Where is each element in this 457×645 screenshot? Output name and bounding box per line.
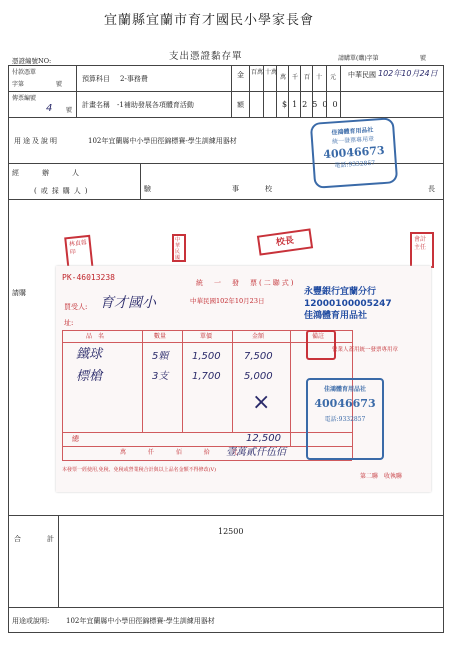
seller-account: 12000100005247 bbox=[304, 299, 392, 309]
invoice-bottom-note: 本發票一經使用,免稅、免稅或營業稅合計與以上品名金額不得修改(V) bbox=[62, 467, 217, 473]
transfer-voucher-label: 傳票編號 bbox=[12, 95, 37, 102]
digit-header: 元 bbox=[330, 74, 337, 81]
item-price: 1,700 bbox=[192, 371, 221, 382]
amount-label-top: 金 bbox=[237, 71, 244, 79]
verify-label: 驗 bbox=[144, 185, 151, 193]
invoice-words-row: 萬 仟 佰 拾 元 bbox=[120, 449, 248, 456]
invoice-words-hand: 壹萬貳仟伍佰 bbox=[226, 447, 286, 458]
budget-value: 2-事務費 bbox=[120, 75, 148, 83]
request-suffix: 號 bbox=[420, 55, 427, 62]
page-title: 宜蘭縣宜蘭市育才國民小學家長會 bbox=[104, 13, 315, 28]
plan-label: 計畫名稱 bbox=[82, 101, 110, 109]
copy-note: 第二聯 收執聯 bbox=[360, 473, 403, 480]
attached-invoice bbox=[56, 266, 431, 492]
red-seal-stamp: 林貞蓉印 bbox=[64, 235, 94, 274]
red-invoice-seal bbox=[306, 330, 336, 360]
buyer-label: (或採購人) bbox=[34, 187, 92, 195]
red-seal-stamp: 會計主任 bbox=[410, 232, 434, 268]
digit-header: 萬 bbox=[280, 74, 287, 81]
payment-no-suffix: 號 bbox=[56, 81, 63, 88]
plan-value: -1補助發展各項體育活動 bbox=[117, 101, 194, 109]
transfer-voucher-value: 4 bbox=[46, 103, 53, 114]
footer-usage-label: 用途或說明: bbox=[12, 617, 50, 625]
digit-header: 百 bbox=[304, 74, 311, 81]
col-header-amount: 金額 bbox=[252, 333, 265, 340]
col-header-name: 品名 bbox=[86, 333, 111, 340]
payment-no-label: 字第 bbox=[12, 81, 25, 88]
blue-company-stamp: 佳鴻體育用品社 統一發票專用章 40046673 電話:9332857 bbox=[310, 117, 398, 189]
digit-header: 千 bbox=[292, 74, 299, 81]
school-label: 事 校 bbox=[232, 185, 276, 193]
date-value: 102年10月24日 bbox=[378, 69, 438, 78]
transfer-voucher-suffix: 號 bbox=[66, 107, 73, 114]
red-name-stamp: 校長 bbox=[257, 228, 313, 255]
col-header-qty: 數量 bbox=[154, 333, 167, 340]
date-prefix: 中華民國 bbox=[348, 71, 376, 79]
item-qty: 5顆 bbox=[152, 351, 169, 362]
item-amount: 7,500 bbox=[244, 351, 273, 362]
digit-header: 百萬 bbox=[251, 69, 264, 76]
handler-label: 經 辦 人 bbox=[12, 169, 87, 177]
void-cross-mark: × bbox=[252, 390, 271, 415]
voucher-no-label: 憑證編號NO: bbox=[12, 57, 52, 65]
item-name: 鐵球 bbox=[76, 347, 103, 362]
request-side-label: 請購 bbox=[12, 289, 26, 297]
item-qty: 3支 bbox=[152, 371, 169, 382]
item-name: 標槍 bbox=[76, 369, 103, 384]
invoice-address-label: 址: bbox=[64, 319, 74, 327]
digit-header: 十萬 bbox=[265, 69, 278, 76]
invoice-serial: PK-46013238 bbox=[62, 273, 115, 282]
request-label: 請購單(購)字第 bbox=[338, 55, 379, 62]
digit-header: 十 bbox=[316, 74, 323, 81]
usage-label: 用途及說明 bbox=[14, 137, 59, 145]
footer-usage-text: 102年宜蘭縣中小學田徑錦標賽-學生訓練用器材 bbox=[66, 617, 215, 625]
total-value: 12500 bbox=[218, 527, 244, 536]
col-header-price: 單價 bbox=[200, 333, 213, 340]
seller-bank: 永豐銀行宜蘭分行 bbox=[304, 287, 377, 297]
invoice-total-value: 12,500 bbox=[246, 433, 281, 444]
item-price: 1,500 bbox=[192, 351, 221, 362]
tax-id-note: 營業人蓋用統一發票專用章 bbox=[332, 347, 399, 353]
document-subtitle: 支出憑證黏存單 bbox=[169, 51, 243, 62]
amount-value: $12500 bbox=[282, 100, 343, 109]
red-seal-stamp: 中華民國 bbox=[172, 234, 186, 262]
budget-label: 預算科目 bbox=[82, 75, 110, 83]
blue-invoice-stamp: 佳鴻體育用品社 40046673 電話:9332857 bbox=[306, 378, 384, 460]
payment-voucher-label: 付款憑單 bbox=[12, 69, 37, 76]
invoice-date: 中華民國102年10月23日 bbox=[190, 297, 265, 305]
invoice-title: 統 一 發 票(二聯式) bbox=[196, 279, 296, 287]
total-label: 合 計 bbox=[14, 535, 58, 543]
col-header-note: 備註 bbox=[312, 333, 325, 340]
seller-name: 佳鴻體育用品社 bbox=[304, 311, 368, 321]
amount-label-bottom: 額 bbox=[237, 101, 244, 109]
chief-label: 長 bbox=[428, 185, 435, 193]
invoice-total-label: 總 bbox=[72, 435, 79, 443]
item-amount: 5,000 bbox=[244, 371, 273, 382]
invoice-buyer-hand: 育才國小 bbox=[100, 295, 156, 311]
invoice-buyer-label: 買受人: bbox=[64, 303, 88, 311]
usage-text: 102年宜蘭縣中小學田徑錦標賽-學生訓練用器材 bbox=[88, 137, 237, 145]
